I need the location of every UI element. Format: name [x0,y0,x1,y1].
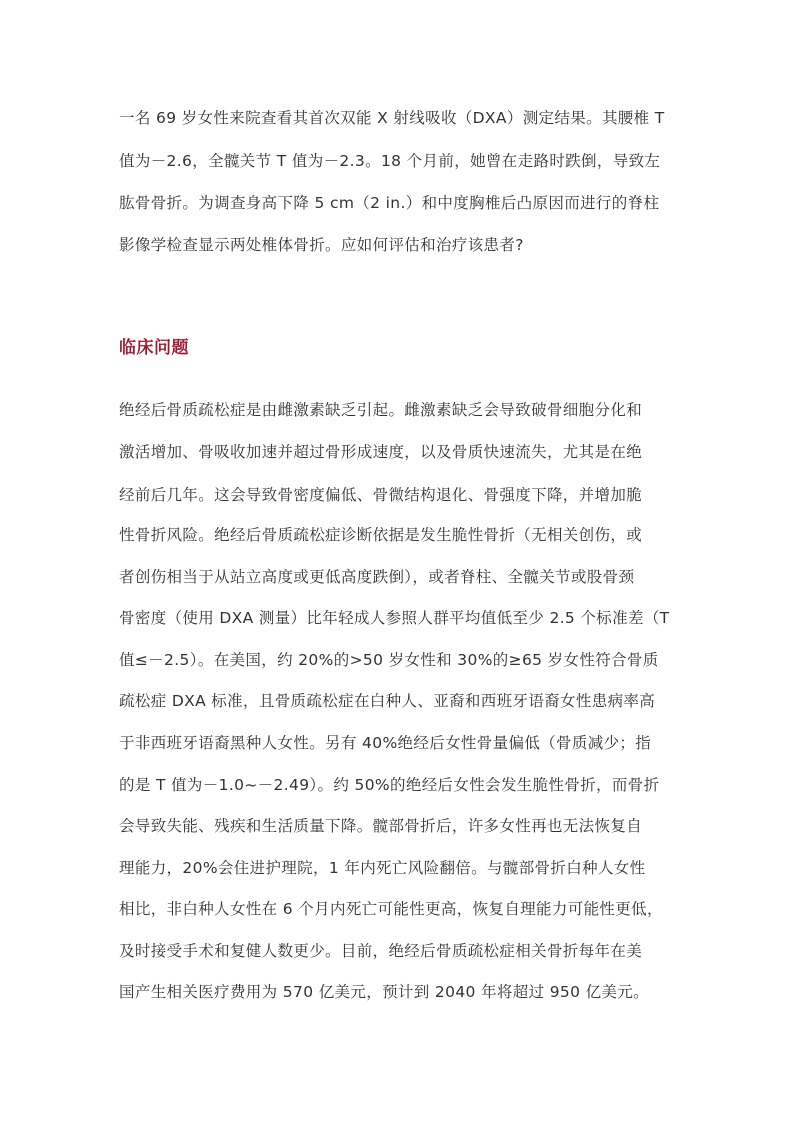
text-line: 肱骨骨折。为调查身高下降 5 cm（2 in.）和中度胸椎后凸原因而进行的脊柱 [119,194,660,212]
text-line: 影像学检查显示两处椎体骨折。应如何评估和治疗该患者? [119,236,524,254]
text-line: 经前后几年。这会导致骨密度偏低、骨微结构退化、骨强度下降，并增加脆 [119,486,643,504]
text-line: 性骨折风险。绝经后骨质疏松症诊断依据是发生脆性骨折（无相关创伤，或 [119,526,643,544]
text-line: 于非西班牙语裔黑种人女性。另有 40%绝经后女性骨量偏低（骨质减少；指 [119,734,652,752]
text-line: 值为－2.6，全髋关节 T 值为－2.3。18 个月前，她曾在走路时跌倒，导致左 [119,152,661,170]
text-line: 值≤－2.5）。在美国，约 20%的>50 岁女性和 30%的≥65 岁女性符合骨质 [119,651,659,669]
text-line: 理能力，20%会住进护理院，1 年内死亡风险翻倍。与髋部骨折白种人女性 [119,859,646,877]
text-line: 绝经后骨质疏松症是由雌激素缺乏引起。雌激素缺乏会导致破骨细胞分化和 [119,401,643,419]
text-line: 骨密度（使用 DXA 测量）比年轻成人参照人群平均值低至少 2.5 个标准差（T [119,609,670,627]
text-line: 者创伤相当于从站立高度或更低高度跌倒），或者脊柱、全髋关节或股骨颈 [119,568,635,586]
text-line: 及时接受手术和复健人数更少。目前，绝经后骨质疏松症相关骨折每年在美 [119,942,643,960]
text-line: 的是 T 值为－1.0~－2.49）。约 50%的绝经后女性会发生脆性骨折，而骨折 [119,776,660,794]
text-line: 会导致失能、残疾和生活质量下降。髋部骨折后，许多女性再也无法恢复自 [119,817,643,835]
section-heading: 临床问题 [119,338,189,358]
text-line: 激活增加、骨吸收加速并超过骨形成速度，以及骨质快速流失，尤其是在绝 [119,443,643,461]
text-line: 疏松症 DXA 标准，且骨质疏松症在白种人、亚裔和西班牙语裔女性患病率高 [119,692,656,710]
text-line: 相比，非白种人女性在 6 个月内死亡可能性更高，恢复自理能力可能性更低， [119,900,663,918]
text-line: 国产生相关医疗费用为 570 亿美元，预计到 2040 年将超过 950 亿美元。 [119,983,650,1001]
text-line: 一名 69 岁女性来院查看其首次双能 X 射线吸收（DXA）测定结果。其腰椎 T [119,109,665,127]
